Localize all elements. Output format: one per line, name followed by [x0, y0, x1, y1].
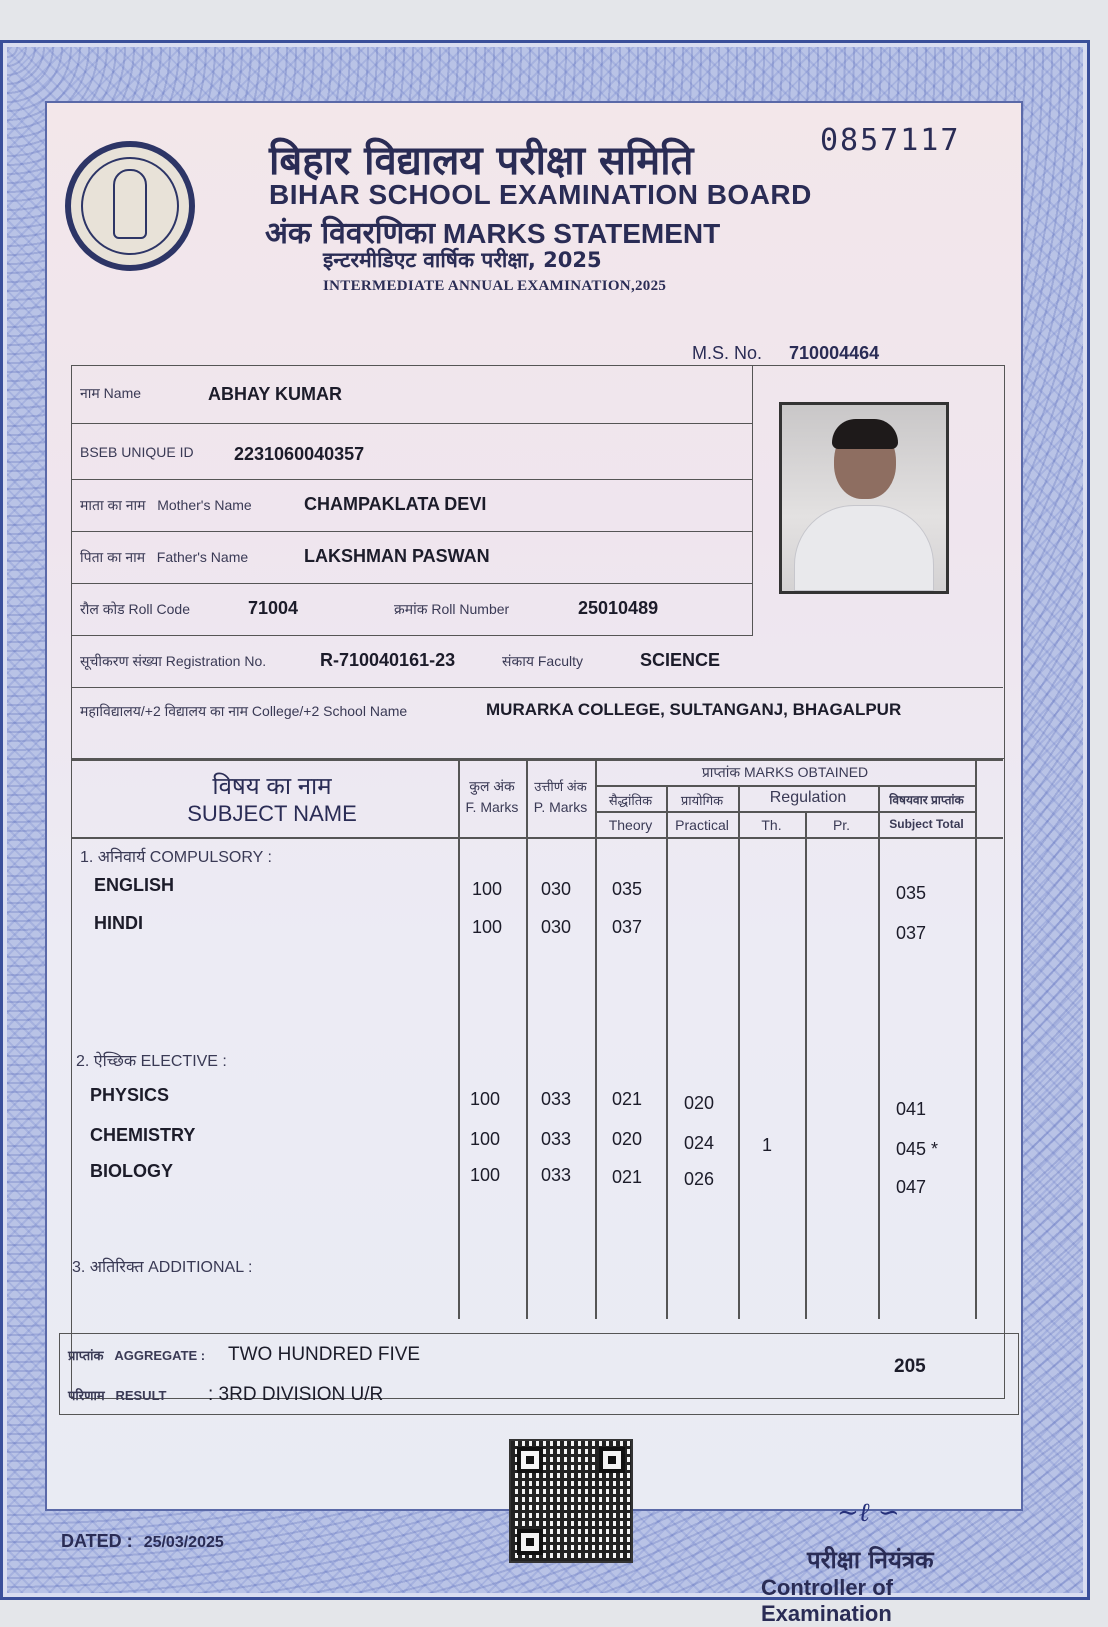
ms-number-label: M.S. No.: [692, 343, 763, 363]
student-photo: [779, 402, 949, 594]
elective-section: 2. ऐच्छिक ELECTIVE :: [76, 1053, 227, 1070]
full-marks: 100: [472, 917, 503, 937]
regulation-practical-header: Pr.: [832, 817, 851, 833]
result-value: : 3RD DIVISION U/R: [208, 1384, 384, 1405]
uid-value: 2231060040357: [234, 444, 365, 464]
theory-header-english: Theory: [608, 817, 653, 833]
full-marks: 100: [470, 1165, 501, 1185]
full-marks: 100: [470, 1129, 501, 1149]
full-marks: 100: [472, 879, 503, 899]
mother-label: माता का नाम Mother's Name: [80, 497, 252, 513]
board-title-english: BIHAR SCHOOL EXAMINATION BOARD: [269, 179, 812, 210]
faculty-value: SCIENCE: [640, 650, 721, 670]
practical-marks: 026: [684, 1169, 715, 1189]
pass-marks: 033: [541, 1089, 572, 1109]
serial-number: 0857117: [820, 123, 961, 158]
practical-header-hindi: प्रायोगिक: [680, 793, 724, 808]
issue-date: [61, 1531, 224, 1552]
pmarks-header-english: P. Marks: [533, 799, 588, 815]
subject-total-header-hindi: विषयवार प्राप्तांक: [889, 793, 964, 807]
pass-marks: 033: [541, 1129, 572, 1149]
subject-header-english: SUBJECT NAME: [187, 801, 357, 826]
fmarks-header-hindi: कुल अंक: [469, 778, 515, 794]
subject-total: 047: [896, 1177, 927, 1197]
qr-code-icon: [509, 1439, 633, 1563]
uid-row: [72, 424, 752, 480]
college-row: [72, 688, 1003, 758]
fmarks-header-english: F. Marks: [465, 799, 519, 815]
father-label: पिता का नाम Father's Name: [80, 549, 249, 565]
issue-date-label: DATED :: [61, 1531, 133, 1551]
statement-title-english: MARKS STATEMENT: [442, 218, 721, 249]
college-label: महाविद्यालय/+2 विद्यालय का नाम College/+2 School Name: [80, 703, 408, 719]
name-row: [72, 366, 752, 424]
roll-number-value: 25010489: [578, 598, 659, 618]
pass-marks: 033: [541, 1165, 572, 1185]
aggregate-words: TWO HUNDRED FIVE: [228, 1344, 421, 1365]
board-title-hindi: बिहार विद्यालय परीक्षा समिति: [269, 138, 694, 184]
aggregate-box: [59, 1333, 1019, 1415]
regulation-theory: 1: [762, 1135, 773, 1155]
theory-marks: 021: [612, 1167, 643, 1187]
subject-name: CHEMISTRY: [90, 1125, 196, 1145]
subject-name: HINDI: [94, 913, 143, 933]
practical-marks: 024: [684, 1133, 715, 1153]
regulation-theory-header: Th.: [761, 817, 782, 833]
marks-obtained-header: प्राप्तांक MARKS OBTAINED: [701, 764, 869, 780]
bseb-emblem-icon: [65, 141, 195, 271]
full-marks: 100: [470, 1089, 501, 1109]
pmarks-header-hindi: उत्तीर्ण अंक: [534, 779, 587, 794]
mother-name: CHAMPAKLATA DEVI: [304, 494, 487, 514]
uid-label: BSEB UNIQUE ID: [80, 444, 194, 460]
roll-number-label: क्रमांक Roll Number: [394, 601, 510, 617]
ms-number-value: 710004464: [789, 343, 880, 363]
statement-title-hindi: अंक विवरणिका: [265, 216, 436, 251]
theory-marks: 020: [612, 1129, 643, 1149]
aggregate-total: 205: [894, 1356, 926, 1377]
subject-total: 041: [896, 1099, 927, 1119]
pass-marks: 030: [541, 917, 572, 937]
ms-number: [692, 343, 879, 364]
pass-marks: 030: [541, 879, 572, 899]
mother-row: [72, 480, 752, 532]
registration-value: R-710040161-23: [320, 650, 456, 670]
additional-section: 3. अतिरिक्त ADDITIONAL :: [72, 1259, 253, 1276]
marksheet-body: [45, 101, 1023, 1626]
controller-signature-icon: ∼ℓ ∽: [837, 1498, 900, 1528]
theory-marks: 021: [612, 1089, 643, 1109]
father-row: [72, 532, 752, 584]
name-label: नाम Name: [80, 385, 142, 401]
aggregate-label: प्राप्तांक AGGREGATE :: [68, 1348, 206, 1363]
registration-row: [72, 636, 1003, 688]
theory-header-hindi: सैद्धांतिक: [608, 793, 653, 808]
controller-title-hindi: परीक्षा नियंत्रक: [807, 1546, 934, 1574]
roll-code-value: 71004: [248, 598, 299, 618]
subject-total: 045 *: [896, 1139, 939, 1159]
faculty-label: संकाय Faculty: [502, 653, 583, 669]
issue-date-value: 25/03/2025: [143, 1534, 224, 1551]
theory-marks: 035: [612, 879, 643, 899]
subject-name: ENGLISH: [94, 875, 175, 895]
college-name: MURARKA COLLEGE, SULTANGANJ, BHAGALPUR: [486, 700, 902, 719]
controller-title-english: Controller of Examination: [761, 1575, 893, 1626]
theory-marks: 037: [612, 917, 643, 937]
roll-code-label: रौल कोड Roll Code: [80, 601, 190, 617]
marksheet-sheet: [0, 40, 1090, 1626]
father-name: LAKSHMAN PASWAN: [304, 546, 490, 566]
exam-title-hindi: इन्टरमीडिएट वार्षिक परीक्षा, 2025: [323, 248, 602, 272]
subject-header-hindi: विषय का नाम: [212, 773, 332, 800]
registration-label: सूचीकरण संख्या Registration No.: [80, 653, 267, 669]
practical-marks: 020: [684, 1093, 715, 1113]
subject-total: 037: [896, 923, 927, 943]
practical-header-english: Practical: [675, 817, 729, 833]
result-label: परिणाम RESULT: [68, 1388, 167, 1403]
marks-table: [71, 759, 1005, 1399]
compulsory-section: 1. अनिवार्य COMPULSORY :: [80, 849, 272, 866]
subject-name: PHYSICS: [90, 1085, 170, 1105]
student-info-table: [71, 365, 1005, 759]
roll-row: [72, 584, 752, 636]
student-name: ABHAY KUMAR: [208, 384, 343, 404]
subject-name: BIOLOGY: [90, 1161, 174, 1181]
subject-total-header-english: Subject Total: [889, 817, 964, 831]
subject-total: 035: [896, 883, 927, 903]
regulation-header: Regulation: [769, 789, 847, 806]
exam-title-english: INTERMEDIATE ANNUAL EXAMINATION,2025: [323, 278, 667, 294]
photo-column: [752, 366, 1004, 636]
